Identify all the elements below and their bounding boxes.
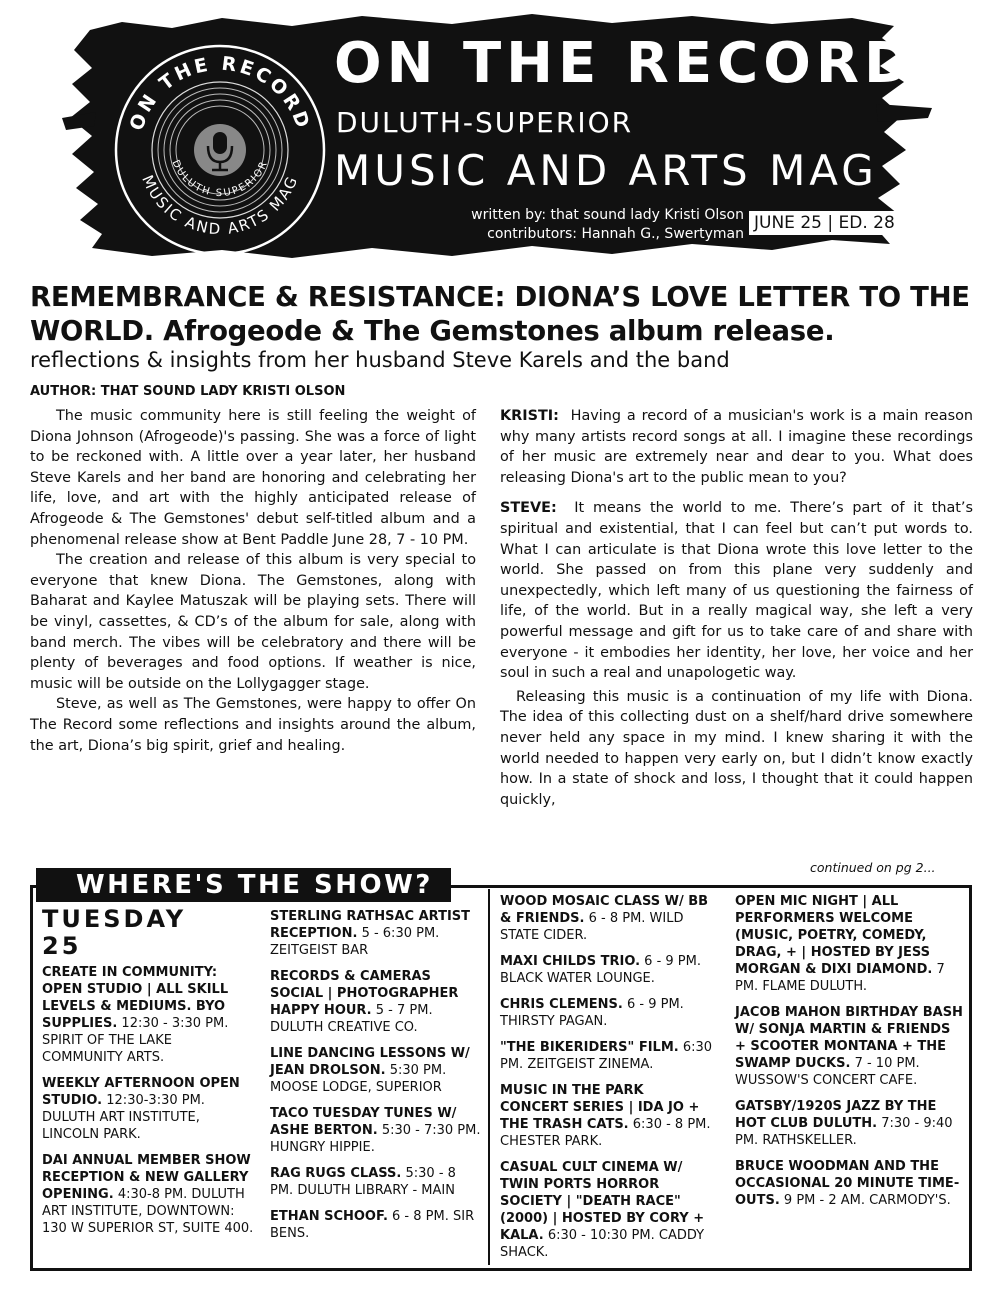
- events-column-3: [500, 893, 714, 1270]
- masthead-title: ON THE RECORD: [334, 31, 916, 96]
- day-name: TUESDAY: [42, 905, 187, 933]
- event-item: [500, 893, 714, 944]
- event-detail: 5 - 6:30 PM. ZEITGEIST BAR: [270, 926, 440, 958]
- logo-bottom-arc: MUSIC AND ARTS MAG: [138, 172, 302, 239]
- event-item: [500, 1039, 714, 1073]
- speaker-label: KRISTI:: [500, 408, 559, 424]
- continued-link[interactable]: continued on pg 2...: [810, 860, 936, 875]
- event-title: DAI ANNUAL MEMBER SHOW RECEPTION & NEW GALLERY OPENING.: [42, 1153, 251, 1202]
- logo-badge: [110, 40, 330, 260]
- event-title: CREATE IN COMMUNITY: OPEN STUDIO | ALL SKILL LEVELS & MEDIUMS. BYO SUPPLIES.: [42, 965, 229, 1031]
- event-title: TACO TUESDAY TUNES W/ ASHE BERTON.: [270, 1106, 457, 1138]
- masthead-mag-title: MUSIC AND ARTS MAG: [334, 146, 878, 195]
- svg-text:ON THE RECORD: [126, 53, 315, 134]
- interview-answer: [500, 498, 973, 683]
- event-detail: 6:30 - 8 PM. CHESTER PARK.: [500, 1117, 711, 1149]
- day-number: 25: [42, 932, 82, 960]
- event-title: RAG RUGS CLASS.: [270, 1166, 402, 1181]
- event-item: [270, 1165, 482, 1199]
- event-detail: 9 PM - 2 AM. CARMODY'S.: [783, 1193, 951, 1208]
- event-detail: 6:30 PM. ZEITGEIST ZINEMA.: [500, 1040, 713, 1072]
- event-detail: 5 - 7 PM. DULUTH CREATIVE CO.: [270, 1003, 433, 1035]
- event-title: OPEN MIC NIGHT | ALL PERFORMERS WELCOME (MUSIC, POETRY, COMEDY, DRAG, + | HOSTED BY JESS MORGAN & DIXI DIAMOND.: [735, 894, 933, 977]
- event-item: [500, 1159, 714, 1261]
- article-paragraph: The creation and release of this album is very special to everyone that knew Diona. The Gemstones, along with Baharat and Kaylee Matuszak will be playing sets. There will be vinyl, cassettes, & CD’s of the album for sale, along with band merch. The vibes will be celebratory and there will be plenty of beverages and food options. If weather is nice, music will be outside on the Lollygagger stage.: [30, 552, 476, 692]
- event-item: [735, 1098, 965, 1149]
- masthead: [32, 8, 932, 260]
- event-detail: 6 - 9 PM. BLACK WATER LOUNGE.: [500, 954, 701, 986]
- speaker-label: STEVE:: [500, 500, 557, 517]
- credits: [471, 206, 744, 244]
- article-paragraph: The music community here is still feeling the weight of Diona Johnson (Afrogeode)'s passing. She was a force of light to be reckoned with. A little over a year later, her husband Steve Karels and her band are honoring and celebrating her life, love, and art with the highly anticipated release of Afrogeode & The Gemstones' debut self-titled album and a phenomenal release show at Bent Paddle June 28, 7 - 10 PM.: [30, 408, 476, 548]
- event-title: CHRIS CLEMENS.: [500, 997, 623, 1012]
- events-column-2: [270, 908, 482, 1251]
- event-title: WOOD MOSAIC CLASS W/ BB & FRIENDS.: [500, 894, 709, 926]
- event-item: [500, 1082, 714, 1150]
- logo-top-arc: ON THE RECORD: [125, 52, 315, 134]
- event-item: [735, 1158, 965, 1209]
- event-detail: 6:30 - 10:30 PM. CADDY SHACK.: [500, 1228, 705, 1260]
- event-detail: 5:30 PM. MOOSE LODGE, SUPERIOR: [270, 1063, 447, 1095]
- event-detail: 6 - 8 PM. SIR BENS.: [270, 1209, 475, 1241]
- article-headline: REMEMBRANCE & RESISTANCE: DIONA’S LOVE LETTER TO THE WORLD. Afrogeode & The Gemstones album release.: [30, 281, 970, 347]
- event-item: [735, 893, 965, 995]
- event-title: RECORDS & CAMERAS SOCIAL | PHOTOGRAPHER HAPPY HOUR.: [270, 969, 459, 1018]
- event-item: [500, 953, 714, 987]
- svg-text:MUSIC AND ARTS MAG: [138, 172, 302, 238]
- article-subhead: reflections & insights from her husband Steve Karels and the band: [30, 348, 730, 372]
- event-title: ETHAN SCHOOF.: [270, 1209, 388, 1224]
- article-paragraph: Steve, as well as The Gemstones, were happy to offer On The Record some reflections and insights around the album, the art, Diona’s big spirit, grief and healing.: [30, 696, 476, 754]
- event-title: MAXI CHILDS TRIO.: [500, 954, 641, 969]
- events-column-1: [42, 906, 254, 1246]
- contributors: contributors: Hannah G., Swertyman: [487, 226, 744, 242]
- article-column-left: [30, 406, 476, 756]
- event-detail: 6 - 8 PM. WILD STATE CIDER.: [500, 911, 684, 943]
- event-item: [42, 1152, 254, 1237]
- event-detail: 5:30 - 8 PM. DULUTH LIBRARY - MAIN: [270, 1166, 456, 1198]
- day-heading: [42, 906, 254, 960]
- event-detail: 4:30-8 PM. DULUTH ART INSTITUTE, DOWNTOWN: 130 W SUPERIOR ST, SUITE 400.: [42, 1187, 254, 1236]
- event-item: [270, 1105, 482, 1156]
- event-title: WEEKLY AFTERNOON OPEN STUDIO.: [42, 1076, 240, 1108]
- event-item: [735, 1004, 965, 1089]
- event-item: [270, 968, 482, 1036]
- interview-question: [500, 406, 973, 488]
- logo-city: DULUTH SUPERIOR: [169, 158, 271, 200]
- question-text: Having a record of a musician's work is a main reason why many artists record songs at all. I imagine these recordings of her music are extremely near and dear to you. What does releasing Diona's art to the public mean to you?: [500, 408, 973, 486]
- written-by: written by: that sound lady Kristi Olson: [471, 207, 744, 223]
- event-item: [42, 964, 254, 1066]
- event-detail: 6 - 9 PM. THIRSTY PAGAN.: [500, 997, 684, 1029]
- masthead-subtitle: DULUTH-SUPERIOR: [336, 106, 634, 139]
- event-detail: 7:30 - 9:40 PM. RATHSKELLER.: [735, 1116, 953, 1148]
- event-item: [270, 1045, 482, 1096]
- event-item: [500, 996, 714, 1030]
- event-item: [270, 1208, 482, 1242]
- answer-continuation: Releasing this music is a continuation of my life with Diona. The idea of this collecting dust on a shelf/hard drive somewhere never held any space in my mind. I knew sharing it with the world needed to happen very early on, but I didn’t know exactly how. In a state of shock and loss, I thought that it could happen quickly,: [500, 688, 973, 808]
- article-byline: AUTHOR: THAT SOUND LADY KRISTI OLSON: [30, 384, 346, 399]
- event-detail: 5:30 - 7:30 PM. HUNGRY HIPPIE.: [270, 1123, 481, 1155]
- event-title: "THE BIKERIDERS" FILM.: [500, 1040, 679, 1055]
- event-title: JACOB MAHON BIRTHDAY BASH W/ SONJA MARTIN & FRIENDS + SCOOTER MONTANA + THE SWAMP DUCKS.: [735, 1005, 963, 1071]
- event-title: LINE DANCING LESSONS W/ JEAN DROLSON.: [270, 1046, 470, 1078]
- events-column-4: [735, 893, 965, 1218]
- event-title: CASUAL CULT CINEMA W/ TWIN PORTS HORROR SOCIETY | "DEATH RACE" (2000) | HOSTED BY CORY + KALA.: [500, 1160, 705, 1243]
- column-divider: [488, 889, 490, 1265]
- event-item: [42, 1075, 254, 1143]
- event-title: MUSIC IN THE PARK CONCERT SERIES | IDA JO + THE TRASH CATS.: [500, 1083, 700, 1132]
- answer-text: It means the world to me. There’s part of it that’s spiritual and existential, that I can feel but can’t put words to. What I can articulate is that Diona wrote this love letter to the world. She passed on from this plane very suddenly and unexpectedly, which left many of us questioning the fairness of life, of the world. But in a really magical way, she left a very powerful message and gift for us to take care of and share with everyone - it embodies her identity, her love, her voice and her soul in such a real and unapologetic way.: [500, 500, 973, 682]
- event-item: [270, 908, 482, 959]
- event-title: BRUCE WOODMAN AND THE OCCASIONAL 20 MINUTE TIME-OUTS.: [735, 1159, 960, 1208]
- event-detail: 7 - 10 PM. WUSSOW'S CONCERT CAFE.: [735, 1056, 920, 1088]
- event-detail: 7 PM. FLAME DULUTH.: [735, 962, 945, 994]
- event-title: GATSBY/1920S JAZZ BY THE HOT CLUB DULUTH.: [735, 1099, 937, 1131]
- events-banner: WHERE'S THE SHOW?: [36, 868, 451, 902]
- event-title: STERLING RATHSAC ARTIST RECEPTION.: [270, 909, 471, 941]
- issue-badge: JUNE 25 | ED. 28: [749, 211, 900, 235]
- event-detail: 12:30 - 3:30 PM. SPIRIT OF THE LAKE COMMUNITY ARTS.: [42, 1016, 229, 1065]
- article-column-right: [500, 406, 973, 813]
- event-detail: 12:30-3:30 PM. DULUTH ART INSTITUTE, LINCOLN PARK.: [42, 1093, 205, 1142]
